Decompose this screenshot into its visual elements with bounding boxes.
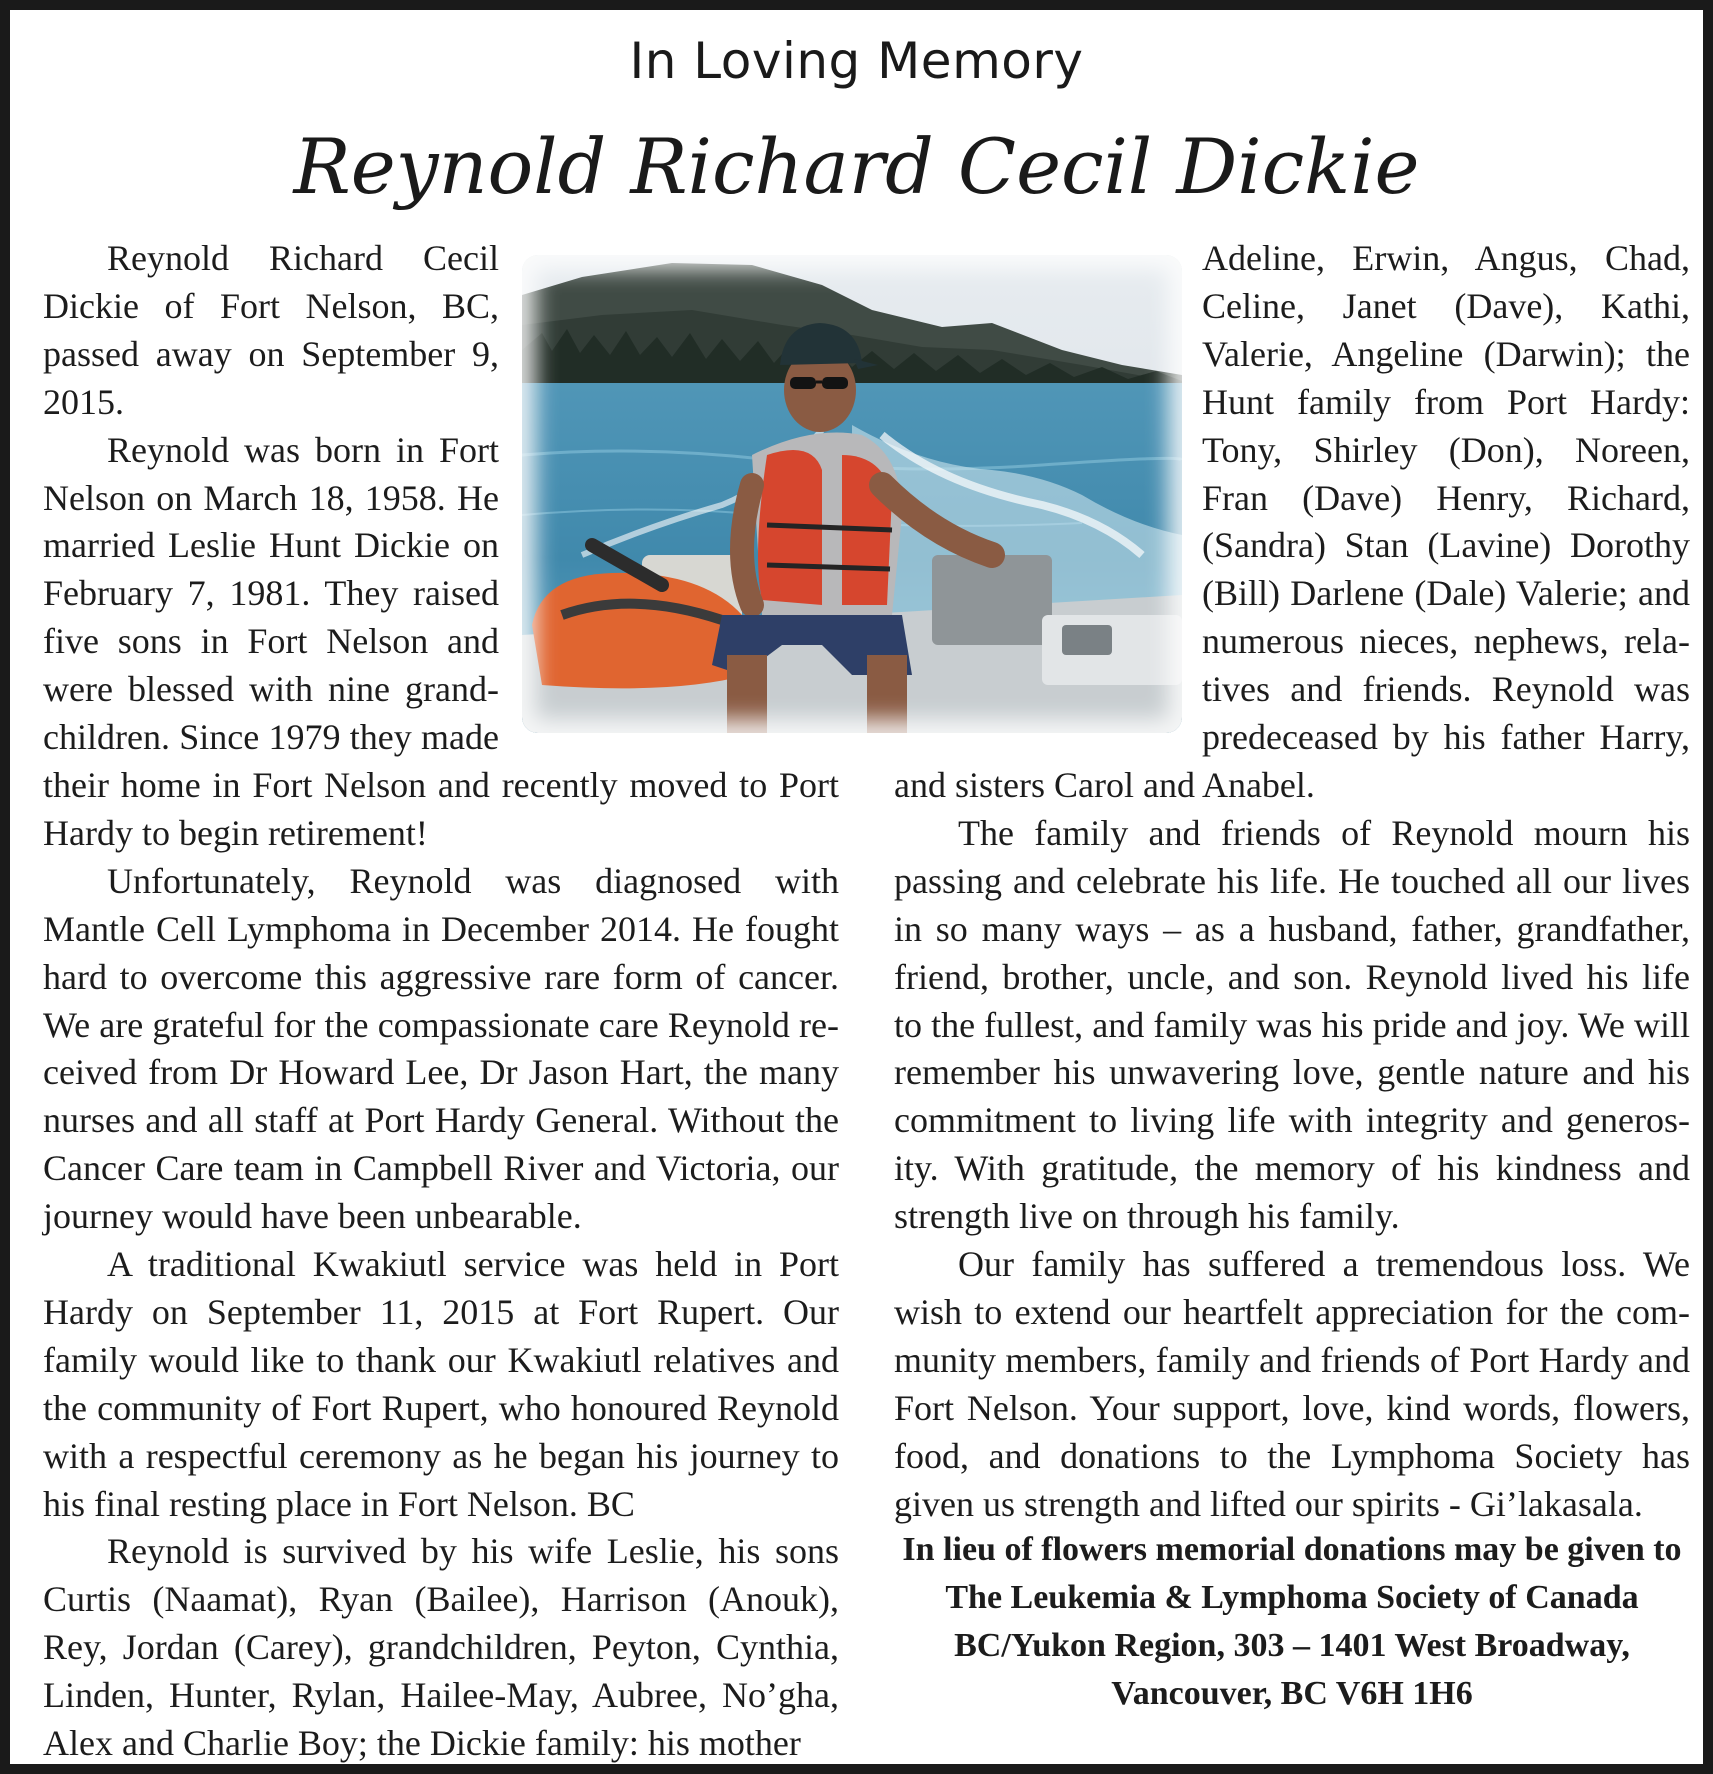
paragraph-thanks: Our family has suffered a tremendous loss. We wish to extend our heartfelt appreciation for the community members, family and friends of Port Hardy and Fort Nelson. Your support, love, kind words, flowers, food, and donations to the Lymphoma Society has given us strength and lifted our spirits - Gi’lakasala. <box>894 1244 1690 1524</box>
paragraph-survivors: Reynold is survived by his wife Leslie, his sons Curtis (Naamat), Ryan (Bailee), Harrison (Anouk), Rey, Jordan (Carey), grandchildren, Peyton, Cynthia, Linden, Hunter, Rylan, Hailee-May, Aubree, No’gha, Alex and Charlie Boy; the Dickie family: his mother <box>43 1531 839 1764</box>
paragraph-biography: Reynold was born in Fort Nelson on March 18, 1958. He married Leslie Hunt Dickie on February 7, 1981. They raised five sons in Fort Nelson and were blessed with nine grandchildren. Since 1979 they made their home in Fort Nelson and recently moved to Port Hardy to begin retirement! <box>43 429 839 853</box>
paragraph-service: A traditional Kwakiutl service was held in Port Hardy on September 11, 2015 at Fort Rupert. Our family would like to thank our Kwakiutl relatives and the community of Fort Rupert, who honoured Reynold with a respectful ceremony as he began his journey to his final resting place in Fort Nelson. BC <box>43 1244 839 1524</box>
paragraph-survivors-continued: Adeline, Erwin, Angus, Chad, Celine, Janet (Dave), Kathi, Valerie, Angeline (Darwin); the Hunt family from Port Hardy: Tony, Shirley (Don), Noreen, Fran (Dave) Henry, Richard, (Sandra) Stan (Lavine) Dorothy (Bill) Darlene (Dale) Valerie; and numerous nieces, nephews, relatives and friends. Reynold was predeceased by his father Harry, and sisters Carol and Anabel. <box>894 238 1690 805</box>
donation-note: In lieu of flowers memorial donations may be given to The Leukemia & Lymphoma Society of Canada BC/Yukon Region, 303 – 1401 West Broadway, Vancouver, BC V6H 1H6 <box>902 1531 1682 1712</box>
right-column <box>894 235 1690 1528</box>
paragraph-illness: Unfortunately, Reynold was diagnosed with Mantle Cell Lymphoma in December 2014. He fought hard to overcome this aggressive rare form of cancer. We are grateful for the compassionate care Reynold received from Dr Howard Lee, Dr Jason Hart, the many nurses and all staff at Port Hardy General. Without the Cancer Care team in Campbell River and Victoria, our journey would have been unbearable. <box>43 860 839 1237</box>
notice-heading: In Loving Memory <box>629 32 1084 90</box>
paragraph-tribute: The family and friends of Reynold mourn his passing and celebrate his life. He touched all our lives in so many ways – as a husband, father, grandfather, friend, brother, uncle, and son. Reynold lived his life to the fullest, and family was his pride and joy. We will remember his unwavering love, gentle nature and his commitment to living life with integrity and generosity. With gratitude, the memory of his kindness and strength live on through his family. <box>894 812 1690 1237</box>
photo-spacer-left <box>499 235 839 715</box>
deceased-name: Reynold Richard Cecil Dickie <box>293 122 1420 211</box>
photo-spacer-right <box>894 235 1202 715</box>
paragraph-announcement: Reynold Richard Cecil Dickie of Fort Nelson, BC, passed away on September 9, 2015. <box>43 238 499 422</box>
left-column <box>43 235 839 1768</box>
